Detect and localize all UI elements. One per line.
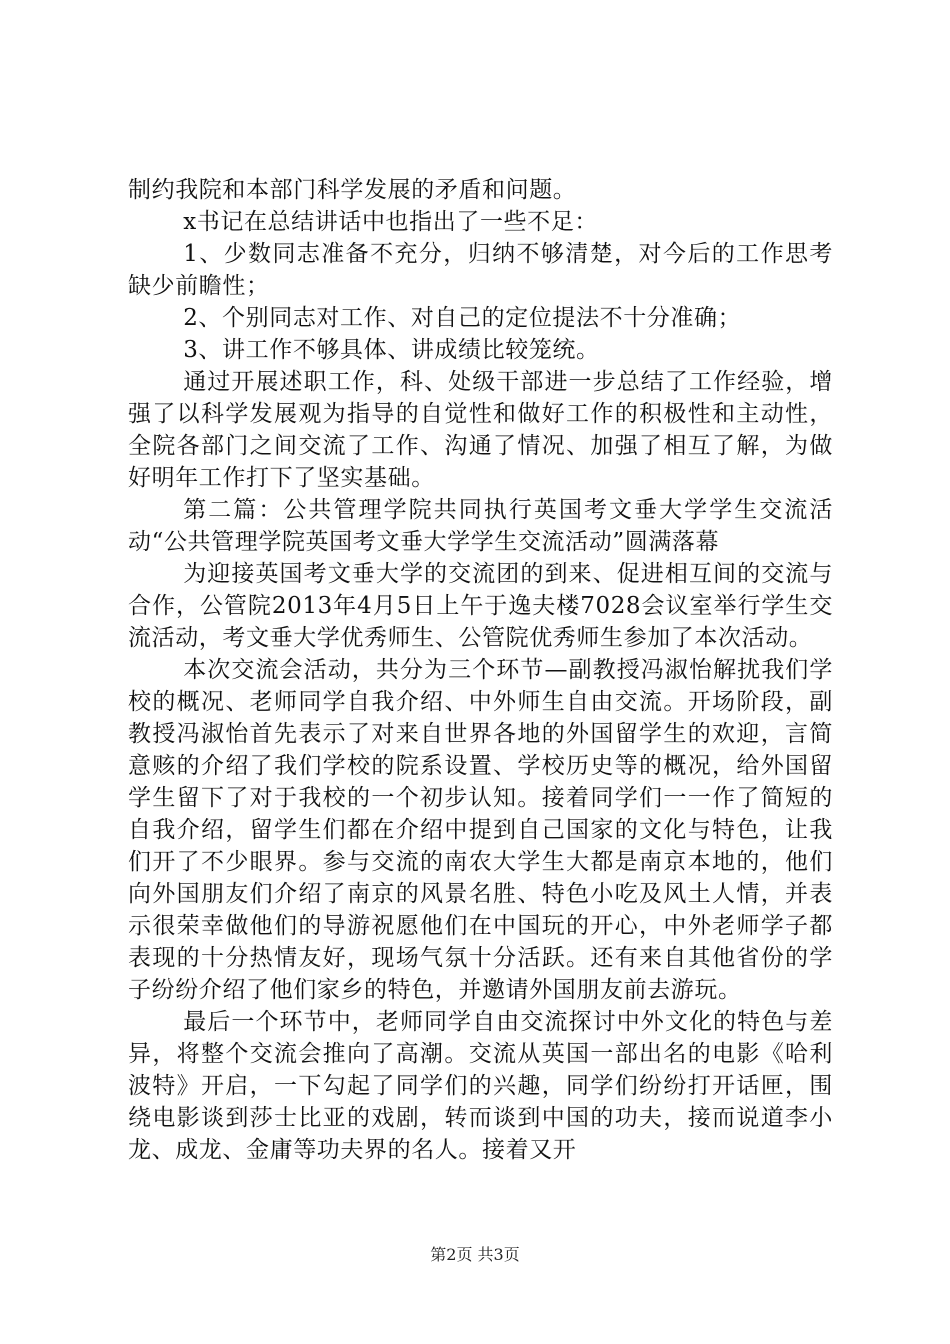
paragraph: 为迎接英国考文垂大学的交流团的到来、促进相互间的交流与合作，公管院2013年4月5日上午于逸夫楼7028会议室举行学生交流活动，考文垂大学优秀师生、公管院优秀师生参加了本次活动。 (128, 561, 833, 651)
list-item: 3、讲工作不够具体、讲成绩比较笼统。 (183, 337, 600, 363)
document-body (128, 174, 833, 1166)
paragraph: 通过开展述职工作，科、处级干部进一步总结了工作经验，增强了以科学发展观为指导的自觉性和做好工作的积极性和主动性，全院各部门之间交流了工作、沟通了情况、加强了相互了解，为做好明年工作打下了坚实基础。 (128, 369, 833, 491)
paragraph: 本次交流会活动，共分为三个环节—副教授冯淑怡解扰我们学校的概况、老师同学自我介绍、中外师生自由交流。开场阶段，副教授冯淑怡首先表示了对来自世界各地的外国留学生的欢迎，言简意赅的介绍了我们学校的院系设置、学校历史等的概况，给外国留学生留下了对于我校的一个初步认知。接着同学们一一作了简短的自我介绍，留学生们都在介绍中提到自己国家的文化与特色，让我们开了不少眼界。参与交流的南农大学生大都是南京本地的，他们向外国朋友们介绍了南京的风景名胜、特色小吃及风土人情，并表示很荣幸做他们的导游祝愿他们在中国玩的开心，中外老师学子都表现的十分热情友好，现场气氛十分活跃。还有来自其他省份的学子纷纷介绍了他们家乡的特色，并邀请外国朋友前去游玩。 (128, 657, 833, 1003)
section-heading: 第二篇：公共管理学院共同执行英国考文垂大学学生交流活动“公共管理学院英国考文垂大学学生交流活动”圆满落幕 (128, 497, 833, 555)
paragraph: 最后一个环节中，老师同学自由交流探讨中外文化的特色与差异，将整个交流会推向了高潮。交流从英国一部出名的电影《哈利波特》开启，一下勾起了同学们的兴趣，同学们纷纷打开话匣，围绕电影谈到莎士比亚的戏剧，转而谈到中国的功夫，接而说道李小龙、成龙、金庸等功夫界的名人。接着又开 (128, 1009, 833, 1163)
paragraph: x书记在总结讲话中也指出了一些不足： (183, 209, 598, 235)
list-item: 2、个别同志对工作、对自己的定位提法不十分准确； (183, 305, 742, 331)
list-item: 1、少数同志准备不充分，归纳不够清楚，对今后的工作思考缺少前瞻性； (128, 241, 833, 299)
paragraph: 制约我院和本部门科学发展的矛盾和问题。 (128, 177, 577, 203)
page-footer: 第2页 共3页 (430, 1245, 520, 1264)
